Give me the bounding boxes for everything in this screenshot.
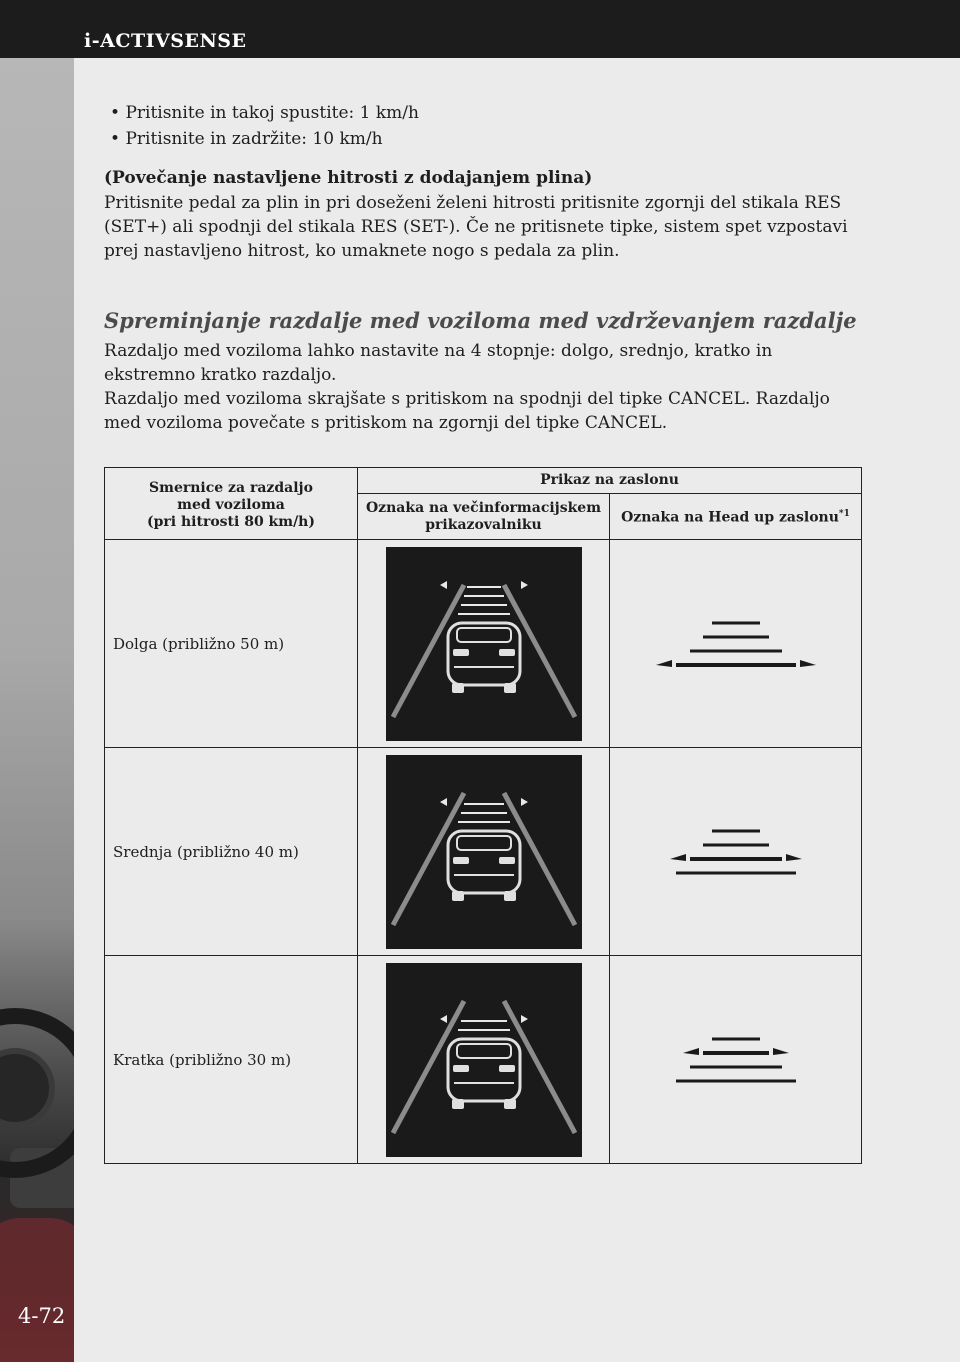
- car-wheel-left: [452, 683, 464, 693]
- section-title: i-ACTIVSENSE: [84, 30, 247, 52]
- header-line: prikazovalniku: [425, 516, 542, 533]
- text-line: Razdaljo med voziloma lahko nastavite na 4 stopnje: dolgo, srednjo, kratko in: [104, 341, 773, 361]
- table-row: [105, 540, 862, 748]
- car-wheel-right: [504, 891, 516, 901]
- col-header-hud: [610, 494, 862, 540]
- hud-bars-medium: [656, 815, 816, 885]
- arrow-left-icon: [683, 1048, 699, 1055]
- header-line: Oznaka na večinformacijskem: [365, 499, 602, 516]
- row-label: Kratka (približno 30 m): [105, 956, 358, 1164]
- header-line: (pri hitrosti 80 km/h): [147, 513, 315, 530]
- display-screen-long: [386, 547, 582, 741]
- seat-shape: [0, 1218, 74, 1362]
- display-screen-short: [386, 963, 582, 1157]
- accel-subheading: (Povečanje nastavljene hitrosti z dodajanjem plina): [104, 168, 593, 188]
- header-line: med voziloma: [177, 496, 285, 513]
- bullet-item: • Pritisnite in takoj spustite: 1 km/h: [110, 103, 419, 123]
- col-header-display: Prikaz na zaslonu: [358, 468, 862, 494]
- text-line: Razdaljo med voziloma skrajšate s pritiskom na spodnji del tipke CANCEL. Razdaljo: [104, 389, 830, 409]
- table-row: [105, 748, 862, 956]
- bullet-item: • Pritisnite in zadržite: 10 km/h: [110, 129, 383, 149]
- hud-bars-long: [656, 607, 816, 677]
- header-line: Smernice za razdaljo: [149, 479, 313, 496]
- hud-indicator: [610, 956, 862, 1164]
- multi-info-display-image: [358, 956, 610, 1164]
- header-line: Oznaka na Head up zaslonu: [621, 509, 839, 526]
- row-label: Srednja (približno 40 m): [105, 748, 358, 956]
- arrow-right-icon: [773, 1048, 789, 1055]
- car-light-left: [453, 857, 469, 864]
- car-light-left: [453, 1065, 469, 1072]
- row-label: Dolga (približno 50 m): [105, 540, 358, 748]
- car-light-right: [499, 857, 515, 864]
- multi-info-display-image: [358, 540, 610, 748]
- car-light-left: [453, 649, 469, 656]
- multi-info-display-image: [358, 748, 610, 956]
- arrow-right-icon: [800, 660, 816, 667]
- text-line: prej nastavljeno hitrost, ko umaknete nogo s pedala za plin.: [104, 241, 620, 261]
- distance-table: [104, 467, 862, 1164]
- page-number: 4-72: [18, 1304, 66, 1328]
- top-bar: [0, 0, 960, 58]
- screen-background: [386, 547, 582, 741]
- col-header-multi-info: [358, 494, 610, 540]
- car-light-right: [499, 649, 515, 656]
- hud-indicator: [610, 748, 862, 956]
- car-wheel-left: [452, 891, 464, 901]
- display-screen-medium: [386, 755, 582, 949]
- text-line: ekstremno kratko razdaljo.: [104, 365, 337, 385]
- footnote-mark: *1: [838, 509, 850, 520]
- distance-heading: Spreminjanje razdalje med voziloma med vzdrževanjem razdalje: [104, 308, 857, 333]
- text-line: (SET+) ali spodnji del stikala RES (SET-). Če ne pritisnete tipke, sistem spet vzpostavi: [104, 217, 848, 237]
- col-header-guide: [105, 468, 358, 540]
- hud-indicator: [610, 540, 862, 748]
- car-wheel-right: [504, 1099, 516, 1109]
- car-wheel-left: [452, 1099, 464, 1109]
- table-row: [105, 956, 862, 1164]
- hud-bars-short: [656, 1023, 816, 1093]
- screen-background: [386, 755, 582, 949]
- arrow-left-icon: [656, 660, 672, 667]
- sidebar-cabin-photo: [0, 58, 74, 1362]
- arrow-right-icon: [786, 854, 802, 861]
- car-wheel-right: [504, 683, 516, 693]
- text-line: Pritisnite pedal za plin in pri doseženi želeni hitrosti pritisnite zgornji del stikala RES: [104, 193, 842, 213]
- car-light-right: [499, 1065, 515, 1072]
- screen-background: [386, 963, 582, 1157]
- text-line: med voziloma povečate s pritiskom na zgornji del tipke CANCEL.: [104, 413, 668, 433]
- accel-paragraph: [104, 191, 864, 263]
- arrow-left-icon: [670, 854, 686, 861]
- distance-paragraph: [104, 339, 864, 435]
